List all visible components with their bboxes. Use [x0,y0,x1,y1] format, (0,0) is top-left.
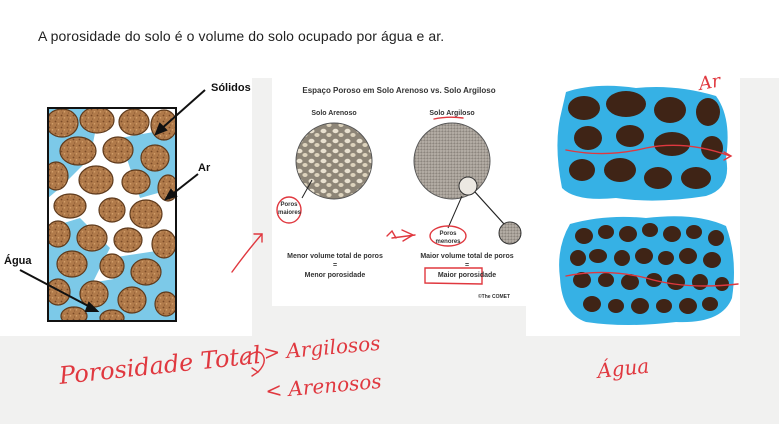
clay-equals: = [464,262,470,269]
fig2-title: Espaço Poroso em Solo Arenoso vs. Solo Argiloso [302,86,496,95]
handwritten-porosity-label: Porosidade Total [57,340,263,390]
air-label: Ar [198,162,211,174]
sandy-heading: Solo Arenoso [311,110,357,117]
solids-label: Sólidos [211,82,251,94]
handwritten-air-note: Ar [697,70,723,95]
clay-heading: Solo Argiloso [429,110,475,117]
water-label: Água [4,255,32,267]
sandy-equals: = [332,262,338,269]
intro-text: A porosidade do solo é o volume do solo ocupado por água e ar. [38,28,445,44]
comet-credit: ©The COMET [478,294,511,300]
sandy-pores-label: Poros maiores [278,202,302,216]
sandy-porosity-label: Menor porosidade [304,272,366,279]
clay-pores-label: Poros menores [435,231,461,245]
handwritten-water-note: Água [596,353,651,383]
handwritten-clay-relation: > Argilosos [262,330,382,365]
clay-total-label: Maior volume total de poros [420,253,514,260]
sandy-total-label: Menor volume total de poros [287,253,383,260]
handwritten-sand-relation: < Arenosos [264,368,383,403]
clay-porosity-label: Maior porosidade [437,272,497,279]
